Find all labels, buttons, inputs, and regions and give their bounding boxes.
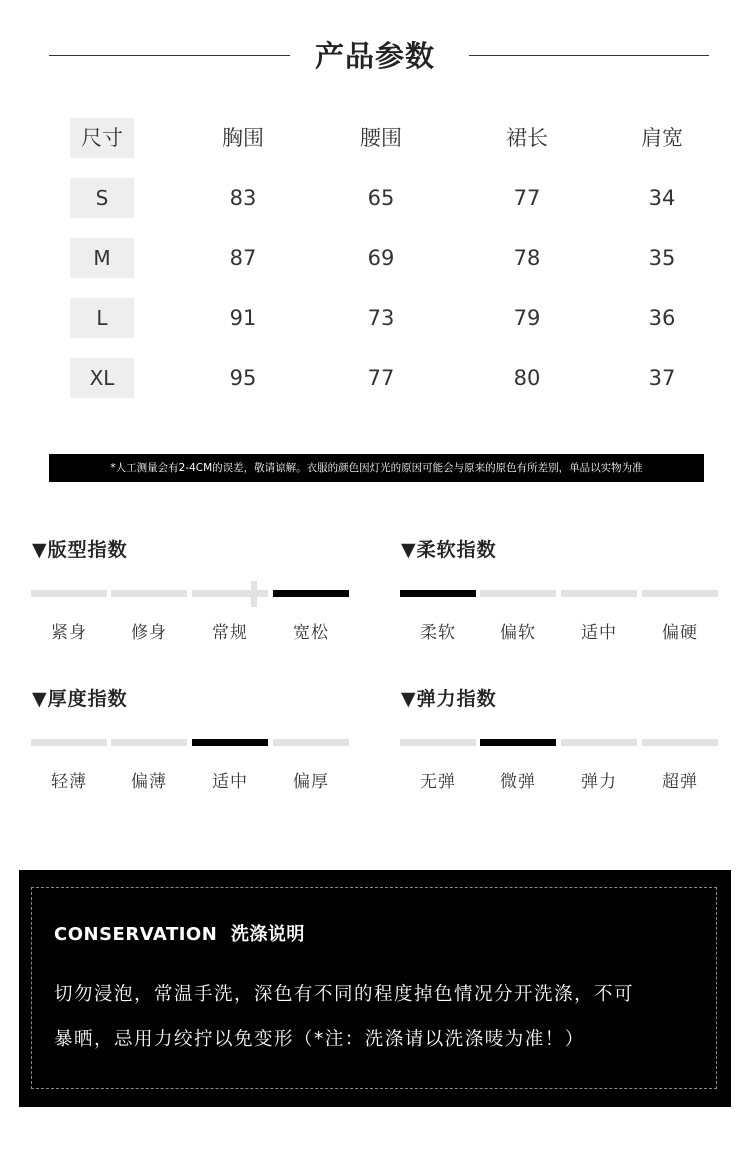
fit-index-marker (251, 581, 257, 607)
table-header-shoulder: 肩宽 (641, 126, 683, 150)
table-cell: 83 (229, 186, 257, 210)
elasticity-index-label: 微弹 (500, 772, 536, 792)
care-instructions-panel (19, 870, 731, 1107)
table-header-chest: 胸围 (222, 126, 264, 150)
table-cell: 35 (648, 246, 676, 270)
table-cell: 36 (648, 306, 676, 330)
table-cell: 37 (648, 366, 676, 390)
table-row-size: S (70, 178, 134, 218)
table-cell: 77 (513, 186, 541, 210)
fit-index-label: 宽松 (293, 623, 329, 643)
thickness-index-title: ▼厚度指数 (32, 688, 128, 710)
softness-index-label: 偏硬 (662, 623, 698, 643)
softness-index-title: ▼柔软指数 (401, 539, 497, 561)
page-title: 产品参数 (314, 39, 435, 73)
table-cell: 34 (648, 186, 676, 210)
care-text-line: 暴晒，忌用力绞拧以免变形（*注：洗涤请以洗涤唛为准！） (54, 1029, 585, 1050)
thickness-index-segment (273, 739, 349, 746)
softness-index-label: 适中 (581, 623, 617, 643)
fit-index-label: 紧身 (51, 623, 87, 643)
elasticity-index-title: ▼弹力指数 (401, 688, 497, 710)
table-header-waist: 腰围 (360, 126, 402, 150)
thickness-index-label: 适中 (212, 772, 248, 792)
table-cell: 77 (367, 366, 395, 390)
table-cell: 69 (367, 246, 395, 270)
table-cell: 73 (367, 306, 395, 330)
table-cell: 91 (229, 306, 257, 330)
softness-index-segment (642, 590, 718, 597)
fit-index-segment-selected (273, 590, 349, 597)
fit-index-title: ▼版型指数 (32, 539, 128, 561)
care-text-line: 切勿浸泡，常温手洗，深色有不同的程度掉色情况分开洗涤，不可 (54, 984, 635, 1005)
elasticity-index-segment (561, 739, 637, 746)
softness-index-segment (480, 590, 556, 597)
fit-index-label: 修身 (131, 623, 167, 643)
thickness-index-segment (111, 739, 187, 746)
softness-index-segment-selected (400, 590, 476, 597)
table-cell: 79 (513, 306, 541, 330)
table-row-size: XL (70, 358, 134, 398)
elasticity-index-segment-selected (480, 739, 556, 746)
thickness-index-label: 轻薄 (51, 772, 87, 792)
softness-index-label: 偏软 (500, 623, 536, 643)
table-header-length: 裙长 (506, 126, 548, 150)
table-row-size: M (70, 238, 134, 278)
thickness-index-label: 偏薄 (131, 772, 167, 792)
softness-index-segment (561, 590, 637, 597)
elasticity-index-label: 弹力 (581, 772, 617, 792)
elasticity-index-segment (400, 739, 476, 746)
thickness-index-label: 偏厚 (293, 772, 329, 792)
table-cell: 87 (229, 246, 257, 270)
fit-index-segment (111, 590, 187, 597)
elasticity-index-label: 无弹 (420, 772, 456, 792)
table-cell: 65 (367, 186, 395, 210)
table-cell: 80 (513, 366, 541, 390)
fit-index-label: 常规 (212, 623, 248, 643)
table-header-size: 尺寸 (70, 118, 134, 158)
table-cell: 95 (229, 366, 257, 390)
table-row-size: L (70, 298, 134, 338)
thickness-index-segment-selected (192, 739, 268, 746)
table-cell: 78 (513, 246, 541, 270)
elasticity-index-label: 超弹 (662, 772, 698, 792)
thickness-index-segment (31, 739, 107, 746)
elasticity-index-segment (642, 739, 718, 746)
softness-index-label: 柔软 (420, 623, 456, 643)
fit-index-segment (31, 590, 107, 597)
measurement-notice: *人工测量会有2-4CM的误差，敬请谅解。衣服的颜色因灯光的原因可能会与原来的原色有所差别，单品以实物为准 (49, 454, 704, 482)
care-title: CONSERVATION 洗涤说明 (54, 924, 305, 945)
